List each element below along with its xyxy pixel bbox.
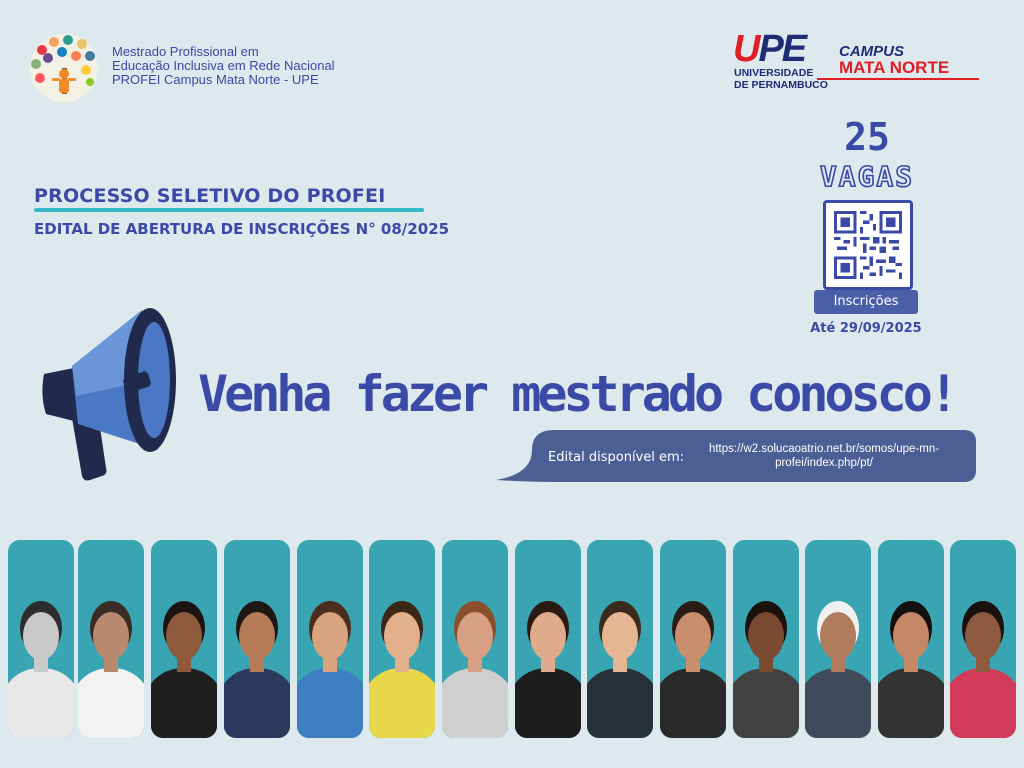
team-photo [733,540,799,738]
inscricoes-button[interactable]: Inscrições [814,290,918,314]
program-line-2: Educação Inclusiva em Rede Nacional [112,58,335,73]
qr-code-icon[interactable] [823,200,913,290]
vagas-label: VAGAS [819,160,915,193]
person-photo-icon [878,540,944,738]
team-photo [515,540,581,738]
person-photo-icon [515,540,581,738]
edital-bubble [496,430,976,482]
vagas-count: 25 [844,115,890,159]
upe-logo [733,30,983,92]
upe-divider [817,78,979,80]
person-photo-icon [224,540,290,738]
person-photo-icon [442,540,508,738]
team-photo [297,540,363,738]
page-subtitle: EDITAL DE ABERTURA DE INSCRIÇÕES N° 08/2025 [34,220,450,238]
title-underline [34,208,424,212]
person-photo-icon [78,540,144,738]
campus-label: CAMPUS [839,43,905,60]
program-line-3: PROFEI Campus Mata Norte - UPE [112,72,319,87]
team-photo [805,540,871,738]
team-photo [587,540,653,738]
team-photo [660,540,726,738]
person-photo-icon [297,540,363,738]
megaphone-icon [38,300,186,488]
team-photo [369,540,435,738]
campus-name: MATA NORTE [839,58,950,77]
person-photo-icon [8,540,74,738]
person-photo-icon [587,540,653,738]
upe-mark-pe: PE [758,28,806,70]
team-photo [950,540,1016,738]
deadline-label: Até 29/09/2025 [810,321,922,336]
page-title: PROCESSO SELETIVO DO PROFEI [34,185,386,207]
person-photo-icon [805,540,871,738]
team-photo [78,540,144,738]
edital-label: Edital disponível em: [548,450,685,465]
photo-strip [8,540,1016,738]
edital-url-link[interactable]: https://w2.solucaoatrio.net.br/somos/upe-mn-profei/index.php/pt/ [708,443,940,469]
team-photo [8,540,74,738]
team-photo [878,540,944,738]
team-photo [151,540,217,738]
team-photo [224,540,290,738]
person-photo-icon [950,540,1016,738]
upe-state-label: DE PERNAMBUCO [734,79,828,91]
person-photo-icon [369,540,435,738]
person-photo-icon [151,540,217,738]
headline: Venha fazer mestrado conosco! [198,365,955,423]
person-photo-icon [733,540,799,738]
person-photo-icon [660,540,726,738]
team-photo [442,540,508,738]
profei-logo-icon [26,32,102,104]
program-line-1: Mestrado Profissional em [112,44,259,59]
program-name [112,45,335,87]
upe-univ-label: UNIVERSIDADE [734,67,814,79]
upe-mark [733,30,805,68]
upe-mark-u: U [733,28,759,70]
